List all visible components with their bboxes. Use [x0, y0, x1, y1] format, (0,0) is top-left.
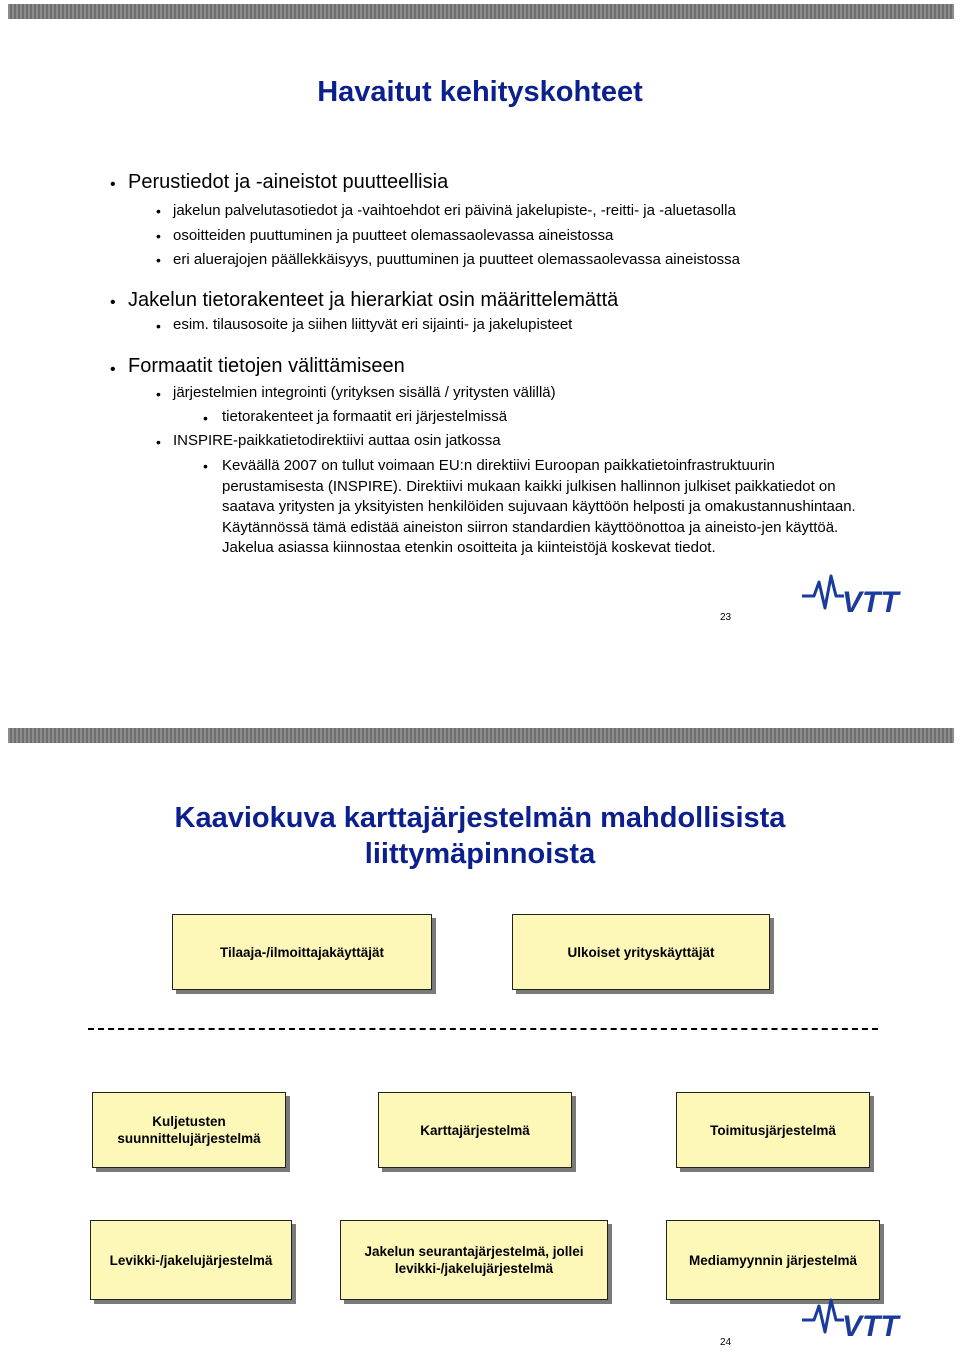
diagram-box-media [666, 1220, 880, 1300]
slide-title-line: Kaaviokuva karttajärjestelmän mahdollisista [174, 802, 786, 834]
box-label: Levikki-/jakelujärjestelmä [109, 1252, 273, 1268]
box-label: suunnittelujärjestelmä [117, 1131, 261, 1146]
bullet-dot: • [156, 203, 161, 219]
diagram-box-toimitus [676, 1092, 870, 1168]
bullet-dot: • [203, 458, 208, 474]
box-label: Toimitusjärjestelmä [710, 1122, 836, 1138]
bullet-subitem: järjestelmien integrointi (yrityksen sisällä / yritysten välillä) [173, 384, 556, 401]
diagram-box-levikki [90, 1220, 292, 1300]
bullet-dot: • [156, 252, 161, 268]
bullet-item: Jakelun tietorakenteet ja hierarkiat osin määrittelemättä [128, 289, 619, 311]
inspire-paragraph: Keväällä 2007 on tullut voimaan EU:n direktiivi Euroopan paikkatietoinfrastruktuurin perustamisesta (INSPIRE). Direktiivi mukaan kaikki julkisen hallinnon julkiset paikkatiedot on saatava yritysten ja yksityisten henkilöiden sujuvaan käyttöön helposti ja omakustannushintaan. Käytännössä tämä edistää aineiston siirron standardien käyttöönottoa ja aineisto-jen käyttöä. Jakelua asiassa kiinnostaa etenkin osoitteita ja kiinteistöjä koskevat tiedot. [222, 457, 856, 556]
box-label: Mediamyynnin järjestelmä [688, 1252, 858, 1268]
bullet-subitem: osoitteiden puuttuminen ja puutteet olemassaolevassa aineistossa [173, 227, 614, 244]
slide-title-line: liittymäpinnoista [364, 838, 596, 870]
bullet-dot: • [156, 318, 161, 334]
diagram-box-ulkoiset [512, 914, 770, 990]
vtt-logo [800, 572, 915, 616]
bullet-dot: • [203, 410, 208, 426]
bullet-subitem: eri aluerajojen päällekkäisyys, puuttuminen ja puutteet olemassaolevassa aineistossa [173, 251, 740, 268]
diagram-box-kuljetusten [92, 1092, 286, 1168]
bullet-dot: • [156, 228, 161, 244]
box-label: Karttajärjestelmä [420, 1122, 530, 1138]
vtt-logo-text: VTT [842, 1310, 899, 1340]
diagram-box-seuranta [340, 1220, 608, 1300]
top-stripe [8, 728, 954, 743]
slide-title: Havaitut kehityskohteet [317, 76, 643, 108]
bullet-subitem: esim. tilausosoite ja siihen liittyvät eri sijainti- ja jakelupisteet [173, 316, 573, 333]
bullet-subsubitem: tietorakenteet ja formaatit eri järjestelmissä [222, 408, 508, 425]
box-label: Jakelun seurantajärjestelmä, jollei [364, 1244, 584, 1259]
box-label: Ulkoiset yrityskäyttäjät [567, 944, 715, 960]
bullet-dot: • [110, 294, 116, 311]
bullet-item: Perustiedot ja -aineistot puutteellisia [128, 171, 449, 193]
box-label: Tilaaja-/ilmoittajakäyttäjät [219, 944, 385, 960]
bullet-subitem: INSPIRE-paikkatietodirektiivi auttaa osin jatkossa [173, 432, 501, 449]
box-label: levikki-/jakelujärjestelmä [394, 1261, 554, 1276]
box-label: Kuljetusten [152, 1114, 226, 1129]
vtt-logo-text: VTT [842, 586, 899, 616]
bullet-dot: • [110, 361, 116, 378]
interface-divider [88, 1028, 878, 1030]
diagram-box-tilaaja [172, 914, 432, 990]
bullet-dot: • [156, 434, 161, 450]
bullet-subitem: jakelun palvelutasotiedot ja -vaihtoehdot eri päivinä jakelupiste-, -reitti- ja -aluetasolla [173, 202, 736, 219]
page-number: 23 [720, 612, 732, 623]
slide-title [0, 800, 960, 872]
page-number: 24 [720, 1337, 732, 1348]
vtt-logo [800, 1296, 915, 1340]
diagram-box-kartta [378, 1092, 572, 1168]
bullet-item: Formaatit tietojen välittämiseen [128, 355, 405, 377]
top-stripe [8, 4, 954, 19]
bullet-dot: • [156, 386, 161, 402]
bullet-dot: • [110, 176, 116, 193]
